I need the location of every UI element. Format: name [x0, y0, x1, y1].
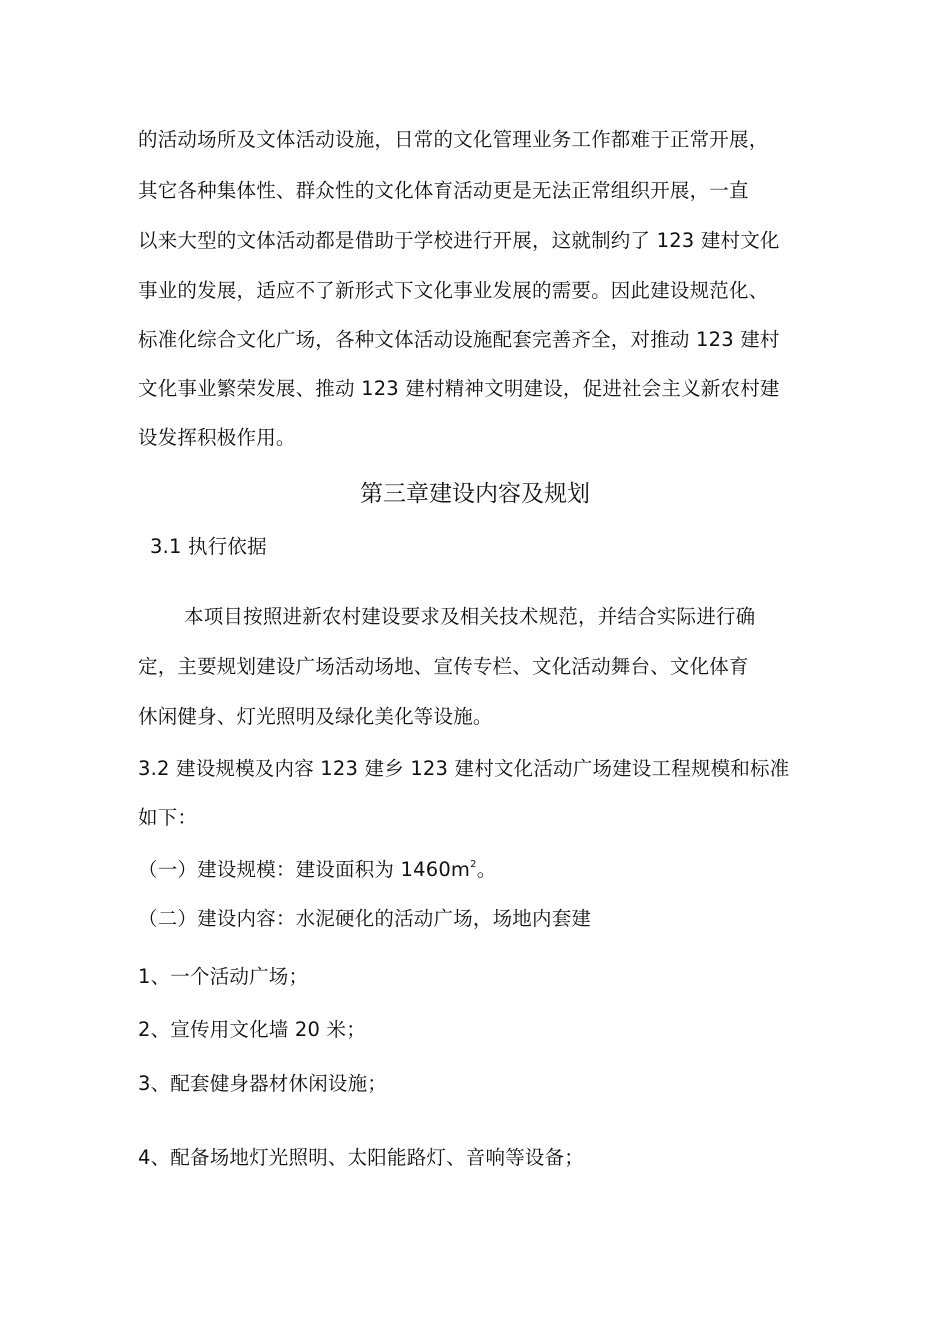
- paragraph-line: 以来大型的文体活动都是借助于学校进行开展，这就制约了 123 建村文化: [138, 229, 780, 252]
- list-item: 2、宣传用文化墙 20 米；: [138, 1018, 366, 1041]
- scale-line: [138, 856, 496, 884]
- scale-suffix: 。: [476, 858, 497, 881]
- section-heading-3-1: 3.1 执行依据: [150, 535, 267, 558]
- paragraph-line: 标准化综合文化广场，各种文体活动设施配套完善齐全，对推动 123 建村: [138, 328, 780, 351]
- paragraph-line: 设发挥积极作用。: [138, 426, 296, 449]
- section-heading-3-2: 3.2 建设规模及内容 123 建乡 123 建村文化活动广场建设工程规模和标准: [138, 757, 790, 780]
- list-item: 4、配备场地灯光照明、太阳能路灯、音响等设备；: [138, 1146, 585, 1169]
- paragraph-line: 其它各种集体性、群众性的文化体育活动更是无法正常组织开展，一直: [138, 179, 749, 202]
- list-item: 3、配套健身器材休闲设施；: [138, 1072, 388, 1095]
- scale-text: （一）建设规模：建设面积为 1460m: [138, 858, 471, 881]
- section-heading-3-2-cont: 如下：: [138, 806, 198, 829]
- paragraph-line: 定，主要规划建设广场活动场地、宣传专栏、文化活动舞台、文化体育: [138, 655, 749, 678]
- list-item: 1、一个活动广场；: [138, 965, 309, 988]
- superscript: 2: [470, 859, 477, 870]
- paragraph-line: 本项目按照进新农村建设要求及相关技术规范，并结合实际进行确: [184, 605, 756, 628]
- paragraph-line: 休闲健身、灯光照明及绿化美化等设施。: [138, 705, 493, 728]
- content-line: （二）建设内容：水泥硬化的活动广场，场地内套建: [138, 907, 592, 930]
- paragraph-line: 的活动场所及文体活动设施，日常的文化管理业务工作都难于正常开展，: [138, 128, 769, 151]
- paragraph-line: 文化事业繁荣发展、推动 123 建村精神文明建设，促进社会主义新农村建: [138, 377, 780, 400]
- chapter-title: 第三章建设内容及规划: [360, 481, 590, 507]
- paragraph-line: 事业的发展，适应不了新形式下文化事业发展的需要。因此建设规范化、: [138, 279, 769, 302]
